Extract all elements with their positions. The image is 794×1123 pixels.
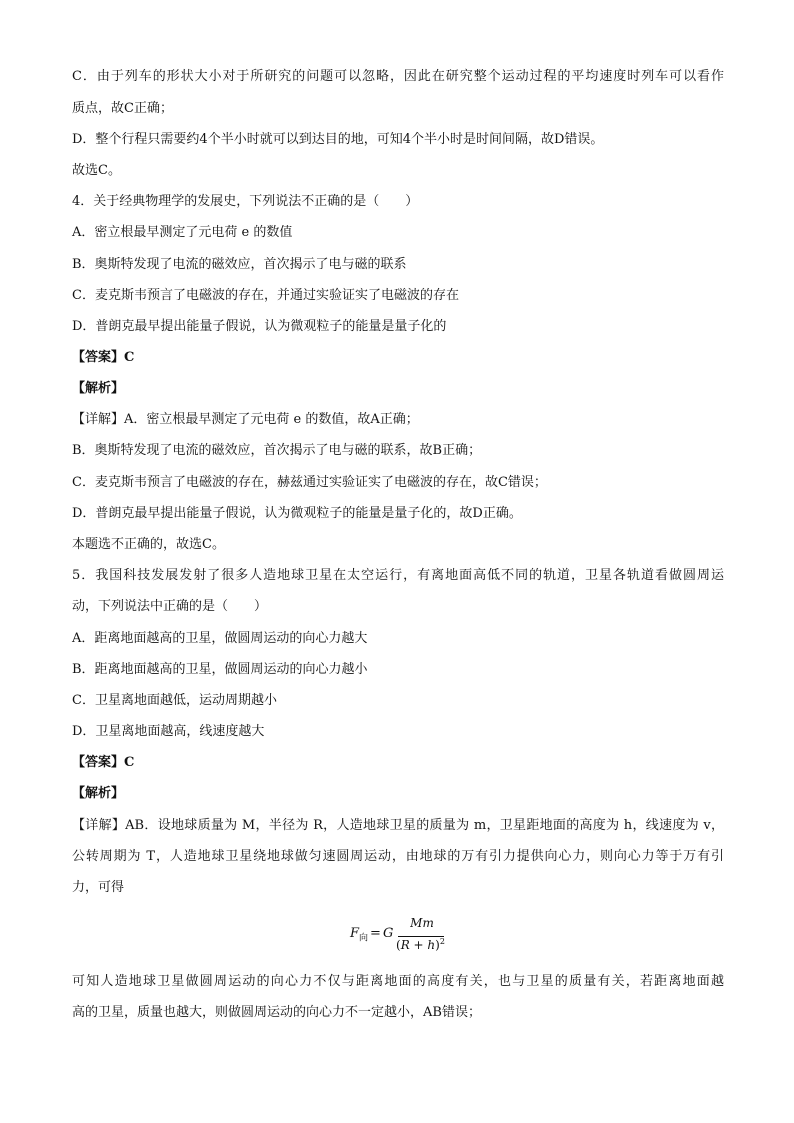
question-5-answer: 【答案】C: [72, 755, 135, 770]
question-4-conclusion: 本题选不正确的，故选C。: [72, 537, 225, 552]
question-4-detail-line: C．麦克斯韦预言了电磁波的存在，赫兹通过实验证实了电磁波的存在，故C错误；: [72, 475, 547, 490]
formula-lhs: $F_向$: [350, 926, 369, 944]
question-5-detail-line: 【详解】AB．设地球质量为 M，半径为 R，人造地球卫星的质量为 m，卫星距地面的高度为 h，线速度为 v，: [72, 818, 724, 833]
question-4-option-a: A．密立根最早测定了元电荷 e 的数值: [72, 225, 293, 240]
formula-gravitational-constant: G: [383, 926, 394, 941]
text-line: 故选C。: [72, 163, 121, 178]
question-4-option-c: C．麦克斯韦预言了电磁波的存在，并通过实验证实了电磁波的存在: [72, 288, 459, 303]
question-5-option-d: D．卫星离地面越高，线速度越大: [72, 724, 265, 739]
question-5-analysis-heading: 【解析】: [72, 786, 125, 801]
question-4-answer: 【答案】C: [72, 350, 135, 365]
question-5-detail-line: 公转周期为 T，人造地球卫星绕地球做匀速圆周运动，由地球的万有引力提供向心力，则向心力等于万有引: [72, 849, 724, 864]
question-5-detail-line: 可知人造地球卫星做圆周运动的向心力不仅与距离地面的高度有关，也与卫星的质量有关，若距离地面越: [72, 974, 724, 989]
question-5-detail-line: 高的卫星，质量也越大，则做圆周运动的向心力不一定越小，AB错误；: [72, 1005, 481, 1020]
question-5-detail-line: 力，可得: [72, 880, 125, 895]
question-5-stem: 5．我国科技发展发射了很多人造地球卫星在太空运行，有离地面高低不同的轨道，卫星各轨道看做圆周运: [72, 568, 724, 583]
question-4-stem: 4．关于经典物理学的发展史，下列说法不正确的是（ ）: [72, 194, 419, 209]
formula-denominator: $(R + h)^2$: [396, 937, 445, 952]
question-4-option-b: B．奥斯特发现了电流的磁效应，首次揭示了电与磁的联系: [72, 257, 407, 272]
question-5-option-c: C．卫星离地面越低，运动周期越小: [72, 693, 277, 708]
question-5-stem-cont: 动，下列说法中正确的是（ ）: [72, 599, 268, 614]
question-4-option-d: D．普朗克最早提出能量子假说，认为微观粒子的能量是量子化的: [72, 319, 447, 334]
centripetal-force-formula: [350, 916, 450, 956]
text-line: D．整个行程只需要约4个半小时就可以到达目的地，可知4个半小时是时间间隔，故D错误。: [72, 132, 604, 147]
question-4-detail-line: B．奥斯特发现了电流的磁效应，首次揭示了电与磁的联系，故B正确；: [72, 443, 482, 458]
question-5-option-b: B．距离地面越高的卫星，做圆周运动的向心力越小: [72, 662, 368, 677]
text-line: 质点，故C正确；: [72, 101, 173, 116]
question-5-option-a: A．距离地面越高的卫星，做圆周运动的向心力越大: [72, 631, 368, 646]
formula-equals: =: [370, 926, 381, 941]
text-line: C．由于列车的形状大小对于所研究的问题可以忽略，因此在研究整个运动过程的平均速度时列车可以看作: [72, 69, 724, 84]
formula-numerator: Mm: [410, 916, 434, 930]
question-4-analysis-heading: 【解析】: [72, 381, 125, 396]
question-4-detail-line: 【详解】A．密立根最早测定了元电荷 e 的数值，故A正确；: [72, 412, 419, 427]
question-4-detail-line: D．普朗克最早提出能量子假说，认为微观粒子的能量是量子化的，故D正确。: [72, 506, 522, 521]
